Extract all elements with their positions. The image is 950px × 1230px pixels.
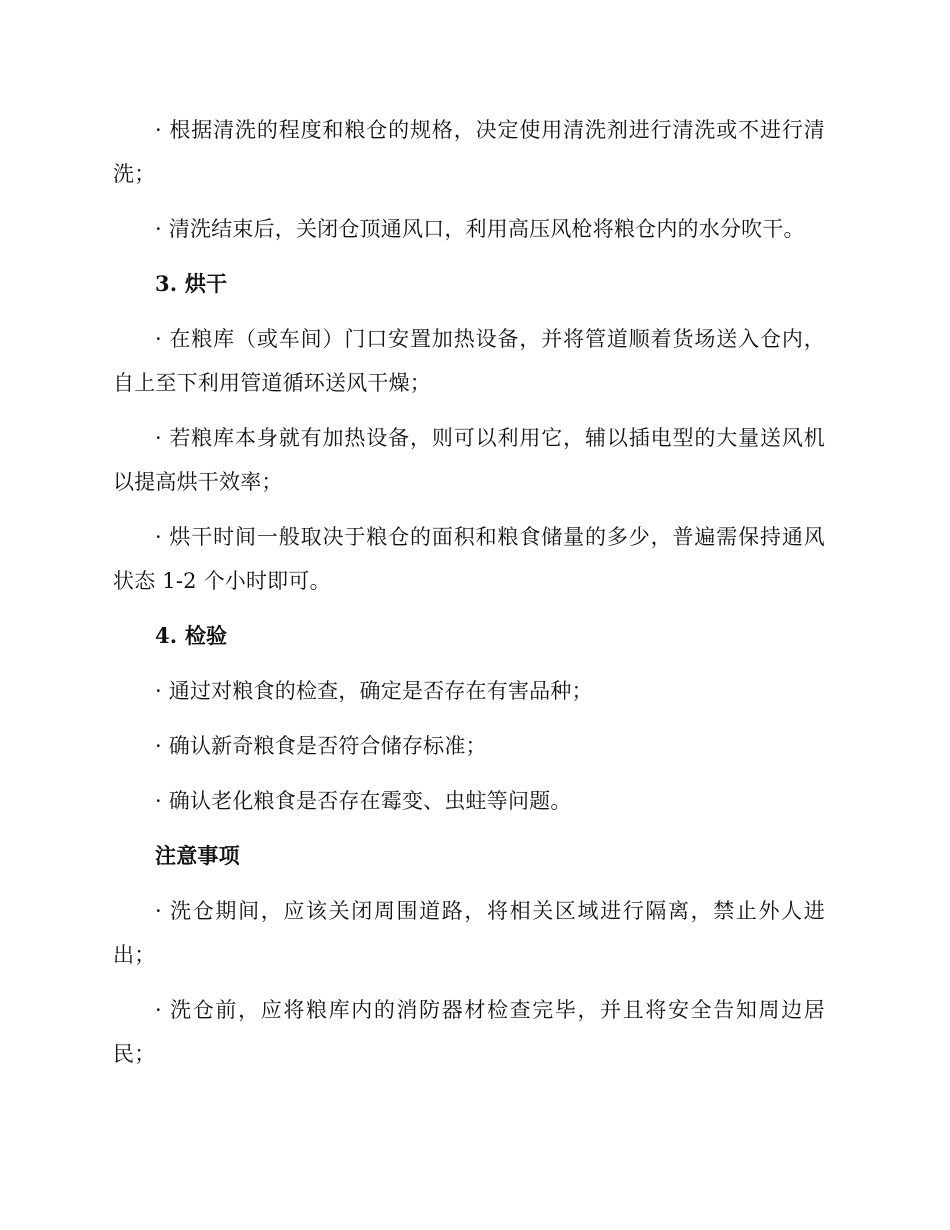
paragraph-new-grain: · 确认新奇粮食是否符合储存标准； xyxy=(155,734,487,758)
document-body xyxy=(113,108,825,1087)
paragraph-cleaning-agent: · 根据清洗的程度和粮仓的规格，决定使用清洗剂进行清洗或不进行清洗； xyxy=(113,118,825,186)
paragraph-existing-heater: · 若粮库本身就有加热设备，则可以利用它，辅以插电型的大量送风机以提高烘干效率； xyxy=(113,426,825,494)
paragraph-aged-grain: · 确认老化粮食是否存在霉变、虫蛀等问题。 xyxy=(155,789,572,813)
paragraph-after-cleaning: · 清洗结束后，关闭仓顶通风口，利用高压风枪将粮仓内的水分吹干。 xyxy=(155,217,805,241)
heading-precautions: 注意事项 xyxy=(155,843,240,868)
paragraph-isolation: · 洗仓期间，应该关闭周围道路，将相关区域进行隔离，禁止外人进出； xyxy=(113,899,825,967)
paragraph-check-harmful: · 通过对粮食的检查，确定是否存在有害品种； xyxy=(155,679,593,703)
heading-drying: 3. 烘干 xyxy=(155,271,228,296)
heading-inspection: 4. 检验 xyxy=(155,623,228,648)
paragraph-heating-equipment: · 在粮库（或车间）门口安置加热设备，并将管道顺着货场送入仓内，自上至下利用管道循环送风干燥； xyxy=(113,327,825,395)
paragraph-drying-time: · 烘干时间一般取决于粮仓的面积和粮食储量的多少，普遍需保持通风状态 1-2 个小时即可。 xyxy=(113,525,825,593)
paragraph-fire-equipment: · 洗仓前，应将粮库内的消防器材检查完毕，并且将安全告知周边居民； xyxy=(113,998,825,1066)
